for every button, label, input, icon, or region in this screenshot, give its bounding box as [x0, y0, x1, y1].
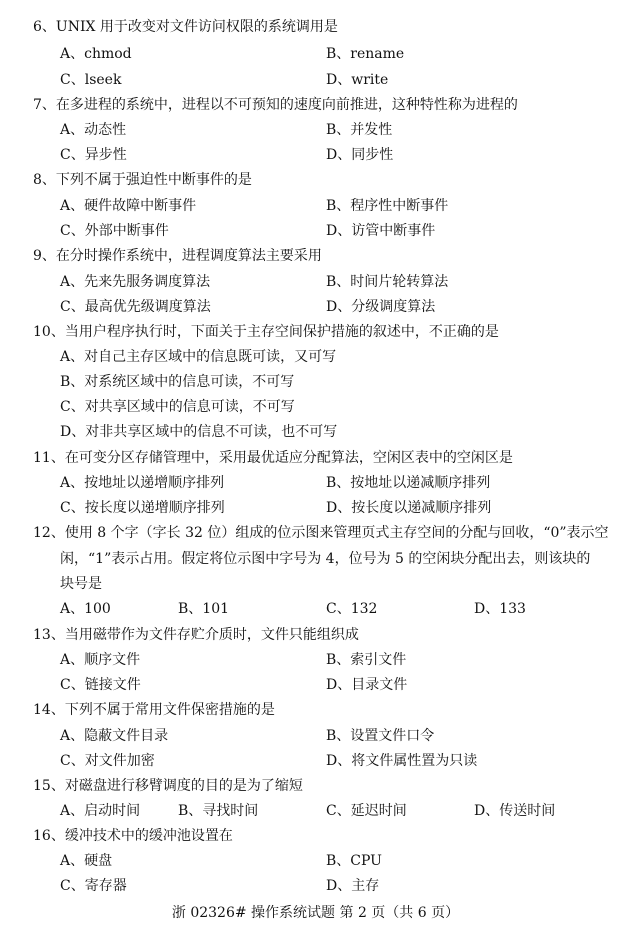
- question-16-option-c: C、寄存器: [60, 878, 127, 894]
- question-9-option-a: A、先来先服务调度算法: [60, 274, 211, 290]
- question-16-option-d: D、主存: [326, 878, 380, 894]
- question-15-option-d: D、传送时间: [474, 803, 556, 819]
- question-13-option-c: C、链接文件: [60, 677, 141, 693]
- question-10-option-d: D、对非共享区域中的信息不可读，也不可写: [60, 424, 338, 440]
- question-9-option-d: D、分级调度算法: [326, 299, 436, 315]
- question-8-option-d: D、访管中断事件: [326, 223, 436, 239]
- question-11-option-a: A、按地址以递增顺序排列: [60, 475, 225, 491]
- question-10-stem: 10、当用户程序执行时，下面关于主存空间保护措施的叙述中，不正确的是: [33, 324, 499, 340]
- question-12-stem-line-1: 12、使用 8 个字（字长 32 位）组成的位示图来管理页式主存空间的分配与回收，“0”表示空: [33, 525, 609, 541]
- question-15-option-c: C、延迟时间: [326, 803, 407, 819]
- question-14-option-a: A、隐蔽文件目录: [60, 728, 169, 744]
- question-7-option-a: A、动态性: [60, 122, 127, 138]
- question-6-option-a: A、chmod: [60, 46, 132, 62]
- question-12-option-b: B、101: [178, 601, 230, 617]
- question-14-stem: 14、下列不属于常用文件保密措施的是: [33, 702, 275, 718]
- question-16-option-b: B、CPU: [326, 853, 382, 869]
- question-13-stem: 13、当用磁带作为文件存贮介质时，文件只能组织成: [33, 627, 359, 643]
- question-9-stem: 9、在分时操作系统中，进程调度算法主要采用: [33, 248, 322, 264]
- question-13-option-d: D、目录文件: [326, 677, 408, 693]
- question-11-option-d: D、按长度以递减顺序排列: [326, 500, 492, 516]
- question-9-option-c: C、最高优先级调度算法: [60, 299, 211, 315]
- question-12-stem-line-3: 块号是: [60, 576, 102, 592]
- question-6-stem: 6、UNIX 用于改变对文件访问权限的系统调用是: [33, 19, 338, 35]
- question-14-option-c: C、对文件加密: [60, 753, 155, 769]
- question-8-option-c: C、外部中断事件: [60, 223, 169, 239]
- question-15-option-a: A、启动时间: [60, 803, 141, 819]
- question-11-option-b: B、按地址以递减顺序排列: [326, 475, 491, 491]
- question-14-option-b: B、设置文件口令: [326, 728, 435, 744]
- question-14-option-d: D、将文件属性置为只读: [326, 753, 478, 769]
- question-7-option-d: D、同步性: [326, 147, 394, 163]
- question-15-option-b: B、寻找时间: [178, 803, 259, 819]
- question-8-option-a: A、硬件故障中断事件: [60, 198, 197, 214]
- question-11-option-c: C、按长度以递增顺序排列: [60, 500, 225, 516]
- page-footer: 浙 02326# 操作系统试题 第 2 页（共 6 页）: [171, 905, 460, 921]
- question-15-stem: 15、对磁盘进行移臂调度的目的是为了缩短: [33, 778, 303, 794]
- question-13-option-b: B、索引文件: [326, 652, 407, 668]
- question-9-option-b: B、时间片轮转算法: [326, 274, 449, 290]
- question-11-stem: 11、在可变分区存储管理中，采用最优适应分配算法，空闲区表中的空闲区是: [33, 450, 513, 466]
- question-12-option-c: C、132: [326, 601, 378, 617]
- question-6-option-c: C、lseek: [60, 72, 122, 88]
- question-12-option-d: D、133: [474, 601, 526, 617]
- question-12-stem-line-2: 闲，“1”表示占用。假定将位示图中字号为 4，位号为 5 的空闲块分配出去，则该块的: [60, 551, 591, 567]
- question-8-stem: 8、下列不属于强迫性中断事件的是: [33, 172, 252, 188]
- question-16-stem: 16、缓冲技术中的缓冲池设置在: [33, 828, 233, 844]
- question-6-option-b: B、rename: [326, 46, 405, 62]
- question-7-stem: 7、在多进程的系统中，进程以不可预知的速度向前推进，这种特性称为进程的: [33, 97, 518, 113]
- question-6-option-d: D、write: [326, 72, 389, 88]
- question-16-option-a: A、硬盘: [60, 853, 113, 869]
- question-12-option-a: A、100: [60, 601, 111, 617]
- question-10-option-c: C、对共享区域中的信息可读，不可写: [60, 399, 295, 415]
- question-13-option-a: A、顺序文件: [60, 652, 141, 668]
- question-10-option-b: B、对系统区域中的信息可读，不可写: [60, 374, 295, 390]
- question-10-option-a: A、对自己主存区域中的信息既可读，又可写: [60, 349, 337, 365]
- question-7-option-b: B、并发性: [326, 122, 393, 138]
- question-7-option-c: C、异步性: [60, 147, 127, 163]
- question-8-option-b: B、程序性中断事件: [326, 198, 449, 214]
